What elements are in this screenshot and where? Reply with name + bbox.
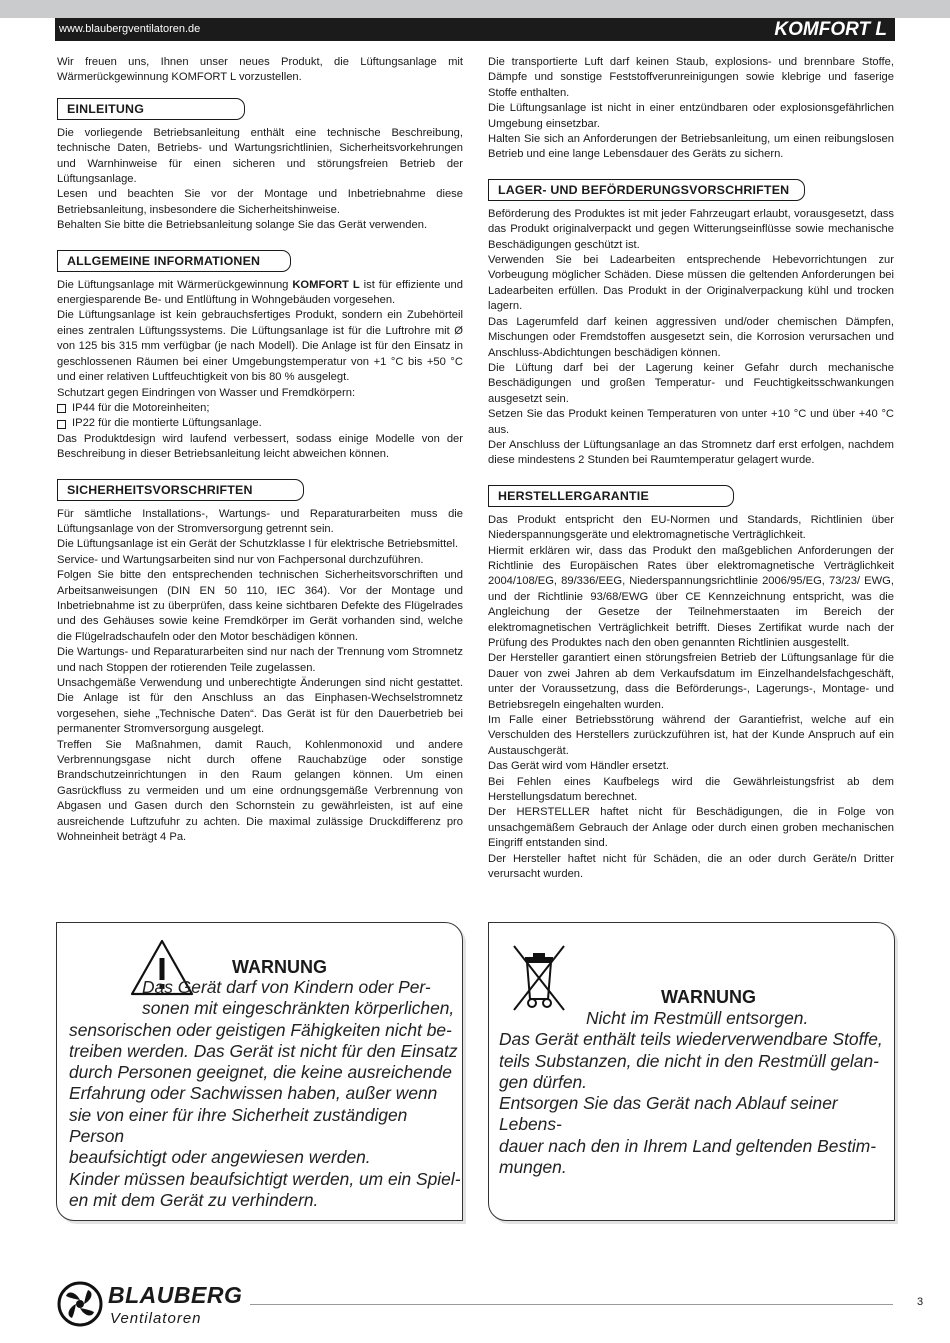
left-column (57, 55, 463, 845)
paragraph: Das Lagerumfeld darf keinen aggressiven und/oder chemischen Dämpfen, Mischungen oder Fremdstoffen ausgesetzt sein, die Korrosion verursachen und Anschluss-Abdichtungen beschädigen können. (488, 315, 894, 359)
paragraph: Das Produkt entspricht den EU-Normen und Standards, Richtlinien über Niederspannungsgeräte und elektromagnetische Verträglichkeit. (488, 513, 894, 542)
paragraph: Im Falle einer Betriebsstörung während der Garantiefrist, welche auf ein Verschulden des Herstellers zurückzuführen ist, hat der Kunde Anspruch auf ein Austauschgerät. (488, 714, 894, 757)
section-heading-allgemein: ALLGEMEINE INFORMATIONEN (57, 250, 291, 272)
page-header (55, 18, 895, 41)
list-item-text: IP22 für die montierte Lüftungsanlage. (72, 417, 262, 430)
paragraph: Die Wartungs- und Reparaturarbeiten sind nur nach der Trennung vom Stromnetz und nach Stoppen der rotierenden Teile zugelassen. (57, 646, 463, 674)
paragraph: Das Produktdesign wird laufend verbessert, sodass einige Modelle von der Beschreibung in dieser Betriebsanleitung leicht abweichen können. (57, 432, 463, 461)
paragraph: Bei Fehlen eines Kaufbelegs wird die Gewährleistungsfrist ab dem Herstellungsdatum berechnet. (488, 775, 894, 804)
page-number: 3 (917, 1296, 924, 1308)
paragraph: Die vorliegende Betriebsanleitung enthält eine technische Beschreibung, technische Daten, Betriebs- und Wartungsrichtlinien, Sicherheitsvorkehrungen und Warnhinweise für einen sicheren und störungsfreien Betrieb der Lüftungsanlage. (57, 126, 463, 186)
paragraph: Der HERSTELLER haftet nicht für Beschädigungen, die in Folge von unsachgemäßem Gebrauch der Anlage oder durch einen groben mechanischen Eingriff entstanden sind. (488, 806, 894, 850)
paragraph: Der Anschluss der Lüftungsanlage an das Stromnetz darf erst erfolgen, nachdem diese mindestens 2 Stunden bei Raumtemperatur gelagert wurde. (488, 438, 894, 467)
warning-line: Kinder müssen beaufsichtigt werden, um ein Spiel- (69, 1168, 461, 1189)
paragraph: Die transportierte Luft darf keinen Staub, explosions- und brennbare Stoffe, Dämpfe und sonstige Feststoffverunreinigungen sowie klebrige und faserige Stoffe enthalten. (488, 56, 894, 99)
checkbox-icon (57, 420, 66, 429)
brand-subtitle: Ventilatoren (110, 1310, 202, 1327)
warning-line: treiben werden. Das Gerät ist nicht für den Einsatz (69, 1040, 458, 1061)
warning-text (499, 1008, 895, 1178)
paragraph: Schutzart gegen Eindringen von Wasser und Fremdkörpern: (57, 386, 356, 399)
paragraph: Die Lüftungsanlage ist nicht in einer entzündbaren oder explosionsgefährlichen Umgebung einsetzbar. (488, 102, 894, 130)
list-item (57, 416, 463, 431)
paragraph: Verwenden Sie bei Ladearbeiten entsprechende Hebevorrichtungen zur Vorbeugung möglicher Schäden. Diese müssen die geltenden Anforderungen bei Ladearbeiten erfüllen. Das Produkt in der Originalverpackung kühl und trocken lagern. (488, 254, 894, 313)
list-item-text: IP44 für die Motoreinheiten; (72, 401, 210, 414)
warning-line: teils Substanzen, die nicht in den Restmüll gelan- (499, 1050, 879, 1071)
paragraph: Service- und Wartungsarbeiten sind nur von Fachpersonal durchzuführen. (57, 553, 424, 566)
warning-line: Erfahrung oder Sachwissen haben, außer wenn (69, 1083, 438, 1104)
paragraph: Setzen Sie das Produkt keinen Temperaturen von unter +10 °C und über +40 °C aus. (488, 408, 894, 436)
paragraph: Behalten Sie bitte die Betriebsanleitung solange Sie das Gerät verwenden. (57, 219, 428, 232)
warning-box-disposal (488, 922, 895, 1221)
paragraph: Der Hersteller haftet nicht für Schäden, die an oder durch Geräte/n Dritter verursacht wurden. (488, 852, 894, 881)
warning-line: sie von einer für ihre Sicherheit zuständigen Person (69, 1104, 408, 1147)
section-heading-garantie: HERSTELLERGARANTIE (488, 485, 734, 507)
warning-line: mungen. (499, 1157, 567, 1178)
paragraph: Die Lüftungsanlage ist ein Gerät der Schutzklasse I für elektrische Betriebsmittel. (57, 538, 459, 551)
crossed-bin-icon (511, 943, 567, 1013)
paragraph: Unsachgemäße Verwendung und unberechtigte Änderungen sind nicht gestattet. Die Anlage ist für den Anschluss an das Einphasen-Wechselstromnetz vorgesehen, siehe „Technische Daten“. Das Gerät ist für den Dauerbetrieb bei permanenter Stromversorgung ausgelegt. (57, 677, 463, 736)
intro-paragraph: Wir freuen uns, Ihnen unser neues Produkt, die Lüftungsanlage mit Wärmerückgewinnung KOMFORT L vorzustellen. (57, 56, 463, 84)
section-heading-lager: LAGER- UND BEFÖRDERUNGSVORSCHRIFTEN (488, 179, 805, 201)
warning-title: WARNUNG (232, 957, 327, 977)
paragraph: Die Lüftung darf bei der Lagerung keiner Gefahr durch mechanische Beschädigungen und großen Temperatur- und Feuchtigkeitsschwankungen ausgesetzt sein. (488, 361, 894, 405)
model-name: KOMFORT L (774, 19, 887, 40)
product-name: KOMFORT L (292, 278, 360, 291)
warning-text (69, 977, 463, 1211)
warning-line: dauer nach den in Ihrem Land geltenden Bestim- (499, 1135, 877, 1156)
checkbox-icon (57, 404, 66, 413)
paragraph: Folgen Sie bitte den entsprechenden technischen Sicherheitsvorschriften und Arbeitsanweisungen (DIN EN 50 110, IEC 364). Vor der Montage und Inbetriebnahme ist zu überprüfen, dass keine sichtbaren Defekte des Flügelrades und des Gehäuses sowie keine Fremdkörper im Gerät vorhanden sind, welche die Flügelradschaufeln oder den Motor beschädigen können. (57, 569, 463, 643)
paragraph: Die Lüftungsanlage ist kein gebrauchsfertiges Produkt, sondern ein Zubehörteil eines zentralen Lüftungssystems. Die Lüftungsanlage ist für die Luftrohre mit Ø von 125 bis 315 mm verfügbar (je nach Modell). Die Anlage ist für den Einsatz in geschlossenen Räumen bei einer Umgebungstemperatur von +1 °C bis +50 °C und einer relativen Luftfeuchtigkeit von bis 80 % ausgelegt. (57, 309, 463, 384)
fan-logo-icon (56, 1280, 104, 1328)
text: Die Lüftungsanlage mit Wärmerückgewinnung (57, 278, 293, 291)
warning-box-children (56, 922, 463, 1221)
warning-line: en mit dem Gerät zu verhindern. (69, 1189, 319, 1210)
website-url: www.blaubergventilatoren.de (59, 23, 201, 35)
paragraph: Beförderung des Produktes ist mit jeder Fahrzeugart erlaubt, vorausgesetzt, dass das Produkt originalverpackt und gegen Witterungseinflüsse sowie mechanische Beschädigungen geschützt ist. (488, 207, 894, 251)
paragraph: Für sämtliche Installations-, Wartungs- und Reparaturarbeiten muss die Lüftungsanlage von der Stromversorgung getrennt sein. (57, 507, 463, 535)
paragraph: Lesen und beachten Sie vor der Montage und Inbetriebnahme diese Betriebsanleitung, insbesondere die Sicherheitshinweise. (57, 188, 463, 216)
warning-line: gen dürfen. (499, 1071, 587, 1092)
top-strip (0, 0, 950, 18)
warning-line: sensorischen oder geistigen Fähigkeiten nicht be- (69, 1019, 452, 1040)
paragraph: Das Gerät wird vom Händler ersetzt. (488, 760, 669, 773)
paragraph (57, 278, 463, 309)
paragraph: Der Hersteller garantiert einen störungsfreien Betrieb der Lüftungsanlage für die Dauer von zwei Jahren ab dem Verkaufsdatum im Einzelhandelsfachgeschäft, unter der Voraussetzung, dass die Beförderungs-, Lagerungs-, Montage- und Betriebsregeln eingehalten wurden. (488, 652, 894, 711)
section-heading-sicherheit: SICHERHEITSVORSCHRIFTEN (57, 479, 304, 501)
warning-line: Das Gerät enthält teils wiederverwendbare Stoffe, (499, 1029, 883, 1050)
warning-title: WARNUNG (661, 987, 756, 1007)
warning-line: Nicht im Restmüll entsorgen. (586, 1008, 809, 1028)
warning-line: sonen mit eingeschränkten körperlichen, (142, 998, 455, 1019)
warning-line: Das Gerät darf von Kindern oder Per- (142, 977, 431, 997)
section-heading-einleitung: EINLEITUNG (57, 98, 245, 120)
paragraph: Hiermit erklären wir, dass das Produkt den maßgeblichen Anforderungen der Richtlinie des Europäischen Rates über elektromagnetische Verträglichkeit 2004/108/EG, 89/336/EEG, Niederspannungsrichtlinie 2006/95/EG, 73/23/ EWG, und der Richtlinie 93/68/EWG über CE Kennzeichnung entspricht, was die Angleichung der Gesetze der Teilnehmerstaaten im Bereich der elektromagnetischen Verträglichkeit betrifft. Dieses Zertifikat wurde nach der Prüfung des Produktes nach den oben genannten Richtlinien ausgestellt. (488, 544, 894, 649)
list-item (57, 401, 463, 416)
warning-line: durch Personen geeignet, die keine ausreichende (69, 1062, 452, 1083)
warning-line: Entsorgen Sie das Gerät nach Ablauf seiner Lebens- (499, 1093, 838, 1135)
paragraph: Halten Sie sich an Anforderungen der Betriebsanleitung, um einen reibungslosen Betrieb und eine lange Lebensdauer des Geräts zu sichern. (488, 133, 894, 161)
footer-divider (250, 1304, 893, 1305)
brand-name: BLAUBERG (108, 1282, 243, 1308)
warning-line: beaufsichtigt oder angewiesen werden. (69, 1147, 371, 1168)
right-column (488, 55, 894, 883)
paragraph: Treffen Sie Maßnahmen, damit Rauch, Kohlenmonoxid und andere Verbrennungsgase nicht durch offene Rauchabzüge oder sonstige Brandschutzeinrichtungen in den Raum gelangen können. Um einen Gasrückfluss zu vermeiden und um eine ordnungsgemäße Verbrennung von Abgasen und Gasen durch den Schornstein zu gewährleisten, ist auf eine ausreichende Luftzufuhr zu achten. Die maximal zulässige Druckdifferenz pro Wohneinheit beträgt 4 Pa. (57, 738, 463, 844)
text: ist für effiziente und energiesparende Be- und Entlüftung in Wohngebäuden vorgesehen. (57, 278, 463, 307)
